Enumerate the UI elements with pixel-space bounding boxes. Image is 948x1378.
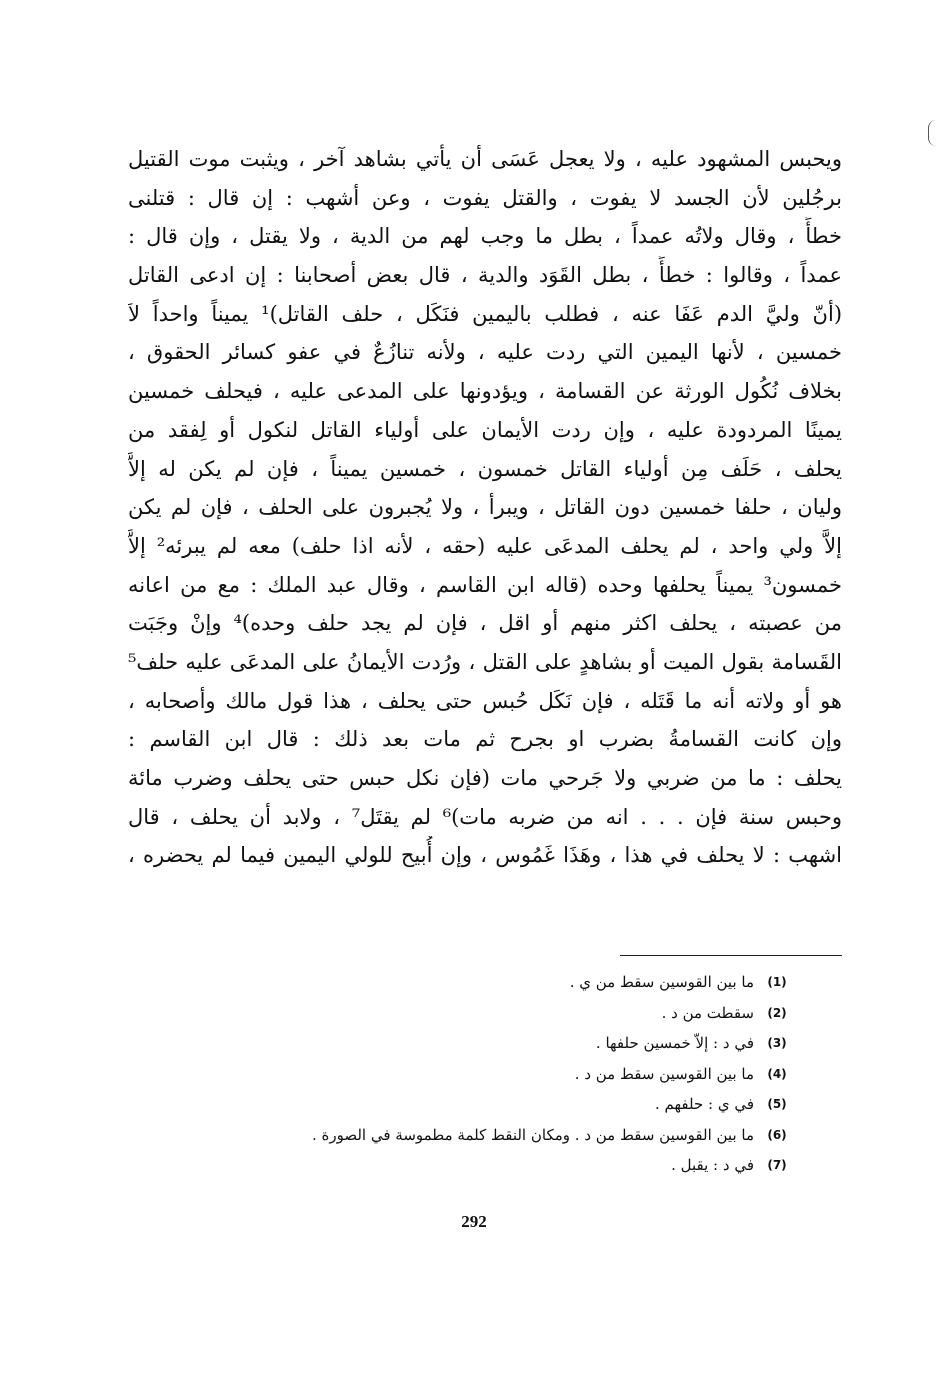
footnote-number: (5) — [767, 1097, 787, 1111]
text-line: خمسون³ يميناً يحلفها وحده (قاله ابن القاسم ، وقال عبد الملك : مع من اعانه — [128, 572, 842, 597]
text-line: وحبس سنة فإن . . . انه من ضربه مات)⁶ لم يقتَل⁷ ، ولابد أن يحلف ، قال — [128, 804, 842, 829]
text-line: القَسامة بقول الميت أو بشاهدٍ على القتل ، ورُدت الأيمانُ على المدعَى عليه حلف⁵ — [128, 649, 842, 674]
text-line: وليان ، حلفا خمسين دون القاتل ، ويبرأ ، ولا يُجبرون على الحلف ، فإن لم يكن — [128, 495, 842, 520]
footnote-text: في د : إلاّ خمسين حلفها . — [595, 1034, 754, 1052]
page-number: 292 — [461, 1212, 487, 1231]
footnote-text: في د : يقبل . — [671, 1156, 754, 1174]
footnote-number: (3) — [767, 1036, 787, 1050]
footnote-number: (4) — [767, 1066, 787, 1081]
footnote-item — [200, 967, 800, 998]
text-line: وإن كانت القسامةُ بضرب او بجرح ثم مات بعد ذلك : قال ابن القاسم : — [128, 727, 842, 752]
footnote-text: ما بين القوسين سقط من د . — [574, 1064, 754, 1083]
footnote-item — [200, 1150, 800, 1181]
text-line: إلاَّ ولي واحد ، لم يحلف المدعَى عليه (حقه ، لأنه اذا حلف) معه لم يبرئه² إلاَّ — [128, 533, 842, 558]
margin-bracket-mark — [928, 120, 937, 146]
main-text-block — [128, 140, 842, 875]
text-line: اشهب : لا يحلف في هذا ، وهَذَا غَمُوس ، وإن أُبيح للولي اليمين فيما لم يحضره ، — [128, 843, 842, 868]
footnote-text: في ي : حلفهم . — [654, 1095, 754, 1113]
text-line: هو أو ولاته أنه ما قَتَله ، فإن نَكَل حُبس حتى يحلف ، هذا قول مالك وأصحابه ، — [128, 688, 842, 713]
footnote-separator — [620, 955, 842, 956]
text-line: بخلاف نُكُول الورثة عن القسامة ، ويؤدونها على المدعى عليه ، فيحلف خمسين — [128, 379, 842, 404]
text-line: (أنّ وليَّ الدم عَفَا عنه ، فطلب باليمين فنَكَل ، حلف القاتل)¹ يميناً واحداً لاَ — [128, 301, 842, 326]
text-line: برجُلين لأن الجسد لا يفوت ، والقتل يفوت ، وعن أشهب : إن قال : قتلنى — [128, 185, 842, 210]
text-line: عمداً ، وقالوا : خطأً ، بطل القَوَد والدية ، قال بعض أصحابنا : إن ادعى القاتل — [128, 263, 842, 288]
text-line: يمينًا المردودة عليه ، وإن ردت الأيمان على أولياء القاتل لنكول أو لِفقد من — [128, 417, 842, 442]
text-line: يحلف : ما من ضربي ولا جَرحي مات (فإن نكل حبس حتى يحلف وضرب مائة — [128, 766, 842, 790]
footnotes-block — [200, 967, 800, 1181]
footnote-item — [200, 1059, 800, 1090]
footnote-item — [200, 1028, 800, 1059]
text-line: خطأً ، وقال ولاتُه عمداً ، بطل ما وجب لهم من الدية ، ولا يقتل ، وإن قال : — [128, 224, 842, 249]
text-line: خمسين ، لأنها اليمين التي ردت عليه ، ولأنه تنازُعٌ في عفو كسائر الحقوق ، — [128, 340, 842, 365]
footnote-text: ما بين القوسين سقط من ي . — [569, 973, 754, 991]
footnote-number: (7) — [767, 1158, 787, 1172]
footnote-text: ما بين القوسين سقط من د . ومكان النقط كلمة مطموسة في الصورة . — [311, 1125, 754, 1144]
text-line: ويحبس المشهود عليه ، ولا يعجل عَسَى أن يأتي بشاهد آخر ، ويثبت موت القتيل — [128, 147, 842, 171]
footnote-text: سقطت من د . — [661, 1003, 754, 1022]
footnote-item — [200, 1089, 800, 1120]
footnote-number: (1) — [767, 975, 787, 989]
footnote-item — [200, 1120, 800, 1151]
footnote-number: (6) — [767, 1127, 787, 1142]
text-line: يحلف ، حَلَف مِن أولياء القاتل خمسون ، خمسين يميناً ، فإن لم يكن له إلاَّ — [128, 456, 842, 481]
footnote-item — [200, 998, 800, 1029]
text-line: من عصبته ، يحلف اكثر منهم أو اقل ، فإن لم يجد حلف وحده)⁴ وإنْ وجَبَت — [128, 611, 842, 636]
footnote-number: (2) — [767, 1005, 787, 1020]
